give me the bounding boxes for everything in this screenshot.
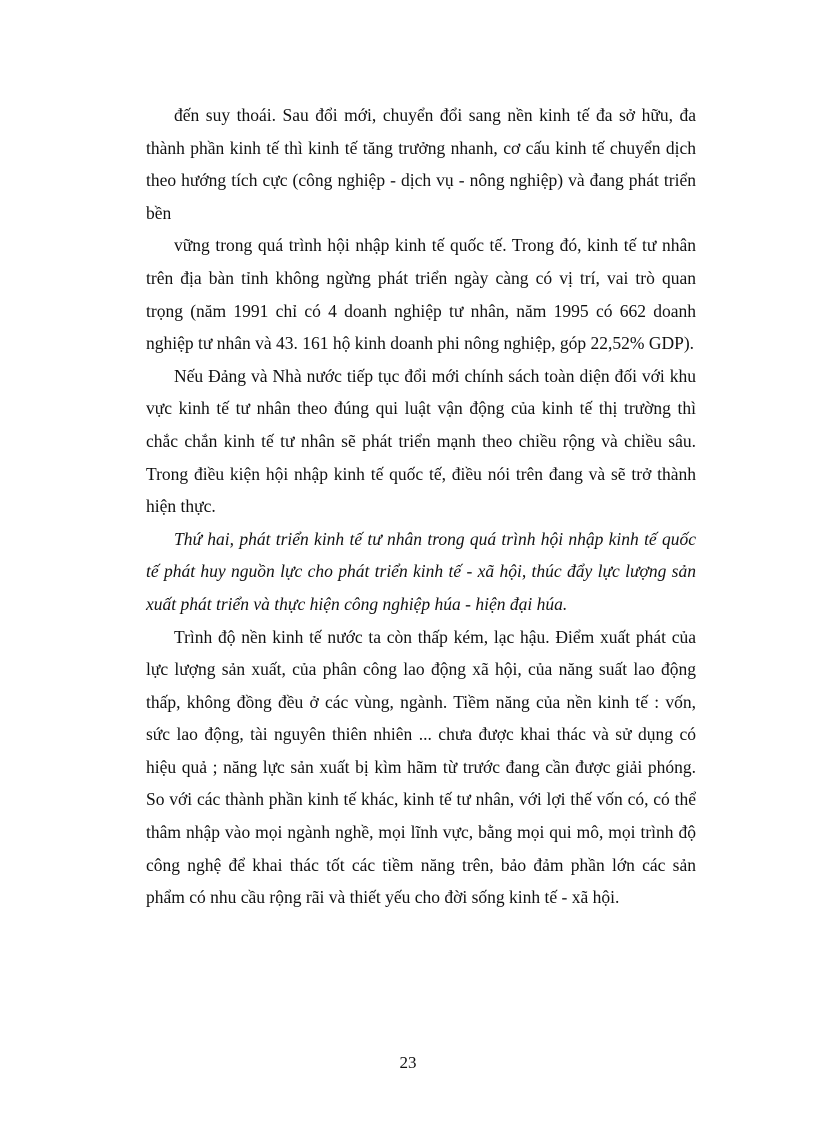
page-number: 23 xyxy=(399,1053,417,1072)
paragraph-5: Trình độ nền kinh tế nước ta còn thấp kém, lạc hậu. Điểm xuất phát của lực lượng sản xuất, của phân công lao động xã hội, của năng suất lao động thấp, không đồng đều ở các vùng, ngành. Tiềm năng của nền kinh tế : vốn, sức lao động, tài nguyên thiên nhiên ... chưa được khai thác và sử dụng có hiệu quả ; năng lực sản xuất bị kìm hãm từ trước đang cần được giải phóng. So với các thành phần kinh tế khác, kinh tế tư nhân, với lợi thế vốn có, có thể thâm nhập vào mọi ngành nghề, mọi lĩnh vực, bằng mọi qui mô, mọi trình độ công nghệ để khai thác tốt các tiềm năng trên, bảo đảm phần lớn các sản phẩm có nhu cầu rộng rãi và thiết yếu cho đời sống kinh tế - xã hội. xyxy=(146,626,696,908)
paragraph-3: Nếu Đảng và Nhà nước tiếp tục đổi mới chính sách toàn diện đối với khu vực kinh tế tư nhân theo đúng qui luật vận động của kinh tế thị trường thì chắc chắn kinh tế tư nhân sẽ phát triển mạnh theo chiều rộng và chiều sâu. Trong điều kiện hội nhập kinh tế quốc tế, điều nói trên đang và sẽ trở thành hiện thực. xyxy=(146,365,696,517)
body-text xyxy=(146,99,696,914)
paragraph-4-italic-heading: Thứ hai, phát triển kinh tế tư nhân trong quá trình hội nhập kinh tế quốc tế phát huy nguồn lực cho phát triển kinh tế - xã hội, thúc đẩy lực lượng sản xuất phát triển và thực hiện công nghiệp húa - hiện đại húa. xyxy=(146,528,696,614)
paragraph-2: vững trong quá trình hội nhập kinh tế quốc tế. Trong đó, kinh tế tư nhân trên địa bàn tỉnh không ngừng phát triển ngày càng có vị trí, vai trò quan trọng (năm 1991 chỉ có 4 doanh nghiệp tư nhân, năm 1995 có 662 doanh nghiệp tư nhân và 43. 161 hộ kinh doanh phi nông nghiệp, góp 22,52% GDP). xyxy=(146,235,696,354)
paragraph-1: đến suy thoái. Sau đổi mới, chuyển đổi sang nền kinh tế đa sở hữu, đa thành phần kinh tế thì kinh tế tăng trưởng nhanh, cơ cấu kinh tế chuyển dịch theo hướng tích cực (công nghiệp - dịch vụ - nông nghiệp) và đang phát triển bền xyxy=(146,105,696,223)
